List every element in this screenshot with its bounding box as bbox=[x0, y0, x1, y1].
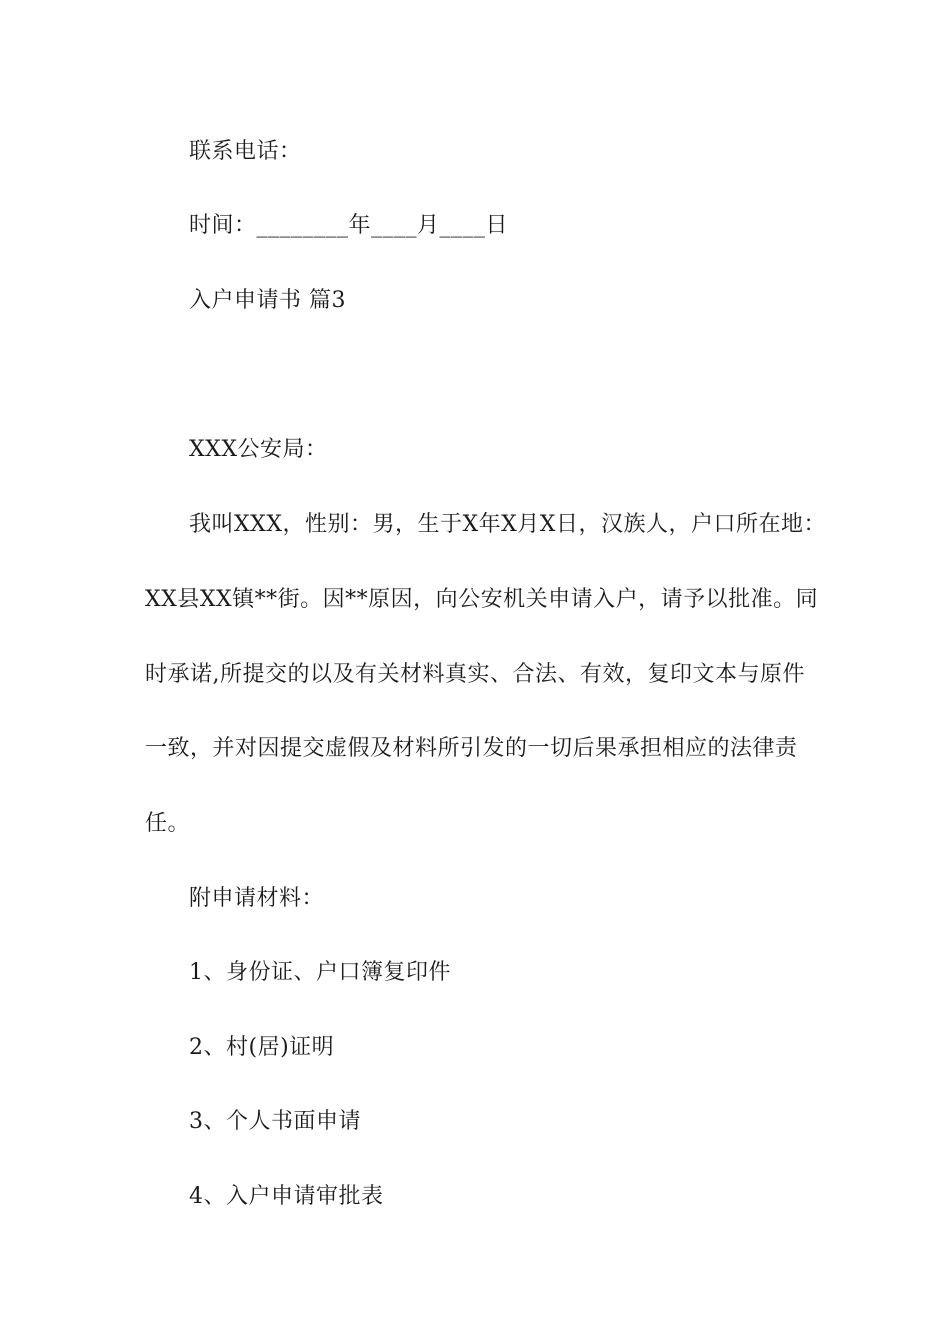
section-title: 入户申请书 篇3 bbox=[189, 288, 346, 313]
attachment-item: 2、村(居)证明 bbox=[189, 1035, 335, 1060]
attachment-item: 4、入户申请审批表 bbox=[189, 1184, 384, 1209]
body-line: 我叫XXX，性别：男，生于X年X月X日，汉族人，户口所在地： bbox=[189, 512, 826, 537]
addressee: XXX公安局： bbox=[189, 437, 328, 462]
attachment-item: 3、个人书面申请 bbox=[189, 1109, 361, 1134]
body-line: XX县XX镇**街。因**原因，向公安机关申请入户，请予以批准。同 bbox=[145, 587, 819, 612]
body-line: 时承诺,所提交的以及有关材料真实、合法、有效，复印文本与原件 bbox=[145, 662, 805, 687]
body-line: 一致，并对因提交虚假及材料所引发的一切后果承担相应的法律责 bbox=[145, 736, 798, 761]
date-line: 时间：________年____月____日 bbox=[189, 213, 509, 238]
body-line: 任。 bbox=[145, 811, 191, 836]
attachments-heading: 附申请材料： bbox=[189, 886, 325, 911]
contact-phone-label: 联系电话： bbox=[189, 139, 302, 164]
attachment-item: 1、身份证、户口簿复印件 bbox=[189, 960, 451, 985]
